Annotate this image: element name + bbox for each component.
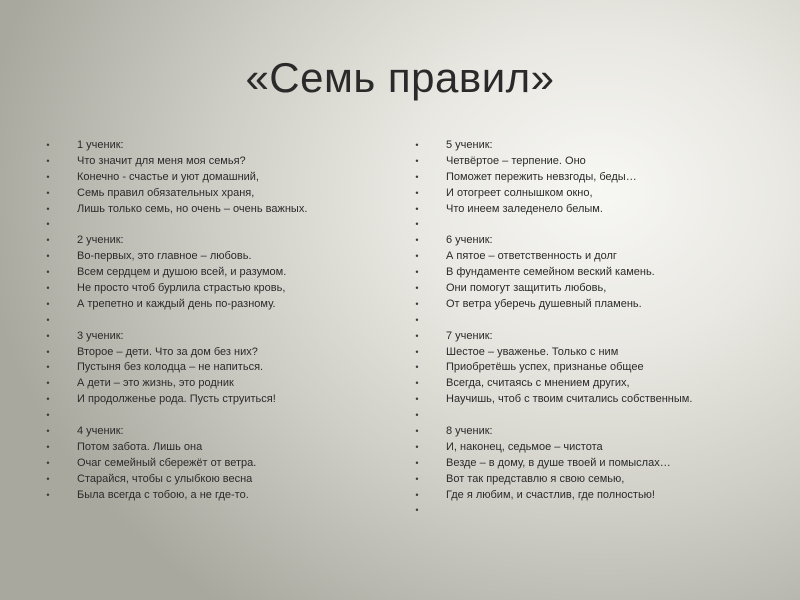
bullet-icon: • xyxy=(415,426,419,437)
left-column-line xyxy=(44,376,384,392)
right-column-line xyxy=(413,313,773,329)
bullet-icon: • xyxy=(415,140,419,150)
right-column-line-text: Всегда, считаясь с мнением других, xyxy=(446,377,630,390)
right-column-line-text: 8 ученик: xyxy=(446,425,493,438)
right-column-line xyxy=(413,488,773,504)
bullet-icon: • xyxy=(46,140,50,150)
bullet-icon: • xyxy=(46,251,50,262)
bullet-icon: • xyxy=(415,346,419,357)
left-column-line xyxy=(44,281,384,297)
right-column-line-text: Что инеем заледенело белым. xyxy=(446,202,603,215)
left-column-line xyxy=(44,186,384,202)
bullet-icon: • xyxy=(46,346,50,357)
right-column-line xyxy=(413,249,773,265)
right-column-line-text: 6 ученик: xyxy=(446,234,493,247)
bullet-icon: • xyxy=(415,187,419,198)
bullet-icon: • xyxy=(46,362,50,373)
right-column-line xyxy=(413,376,773,392)
bullet-icon: • xyxy=(46,410,50,421)
right-column-line xyxy=(413,329,773,345)
left-column-line xyxy=(44,297,384,313)
bullet-icon: • xyxy=(46,298,50,309)
left-column-line-text: Не просто чтоб бурлила страстью кровь, xyxy=(77,282,286,295)
bullet-icon: • xyxy=(415,362,419,373)
left-column-line xyxy=(44,138,384,154)
right-column-line-text: 7 ученик: xyxy=(446,329,493,342)
right-column xyxy=(413,138,773,519)
left-column-line xyxy=(44,488,384,504)
bullet-icon: • xyxy=(415,251,419,262)
bullet-icon: • xyxy=(415,155,419,166)
left-column-line xyxy=(44,329,384,345)
left-column-line-text: 3 ученик: xyxy=(77,329,124,342)
right-column-line-text: Везде – в дому, в душе твоей и помыслах… xyxy=(446,456,671,469)
right-column-line xyxy=(413,217,773,233)
right-column-line xyxy=(413,297,773,313)
right-column-line xyxy=(413,345,773,361)
right-column-line-text: Поможет пережить невзгоды, беды… xyxy=(446,170,637,183)
left-column-line xyxy=(44,154,384,170)
left-column-line xyxy=(44,170,384,186)
bullet-icon: • xyxy=(415,235,419,246)
right-column-line xyxy=(413,503,773,519)
bullet-icon: • xyxy=(415,267,419,278)
bullet-icon: • xyxy=(46,457,50,468)
left-column-line-text: Пустыня без колодца – не напиться. xyxy=(77,361,264,374)
bullet-icon: • xyxy=(46,489,50,500)
bullet-icon: • xyxy=(46,235,50,246)
left-column-line-text: А дети – это жизнь, это родник xyxy=(77,377,234,390)
left-column-line-text: Семь правил обязательных храня, xyxy=(77,186,255,199)
left-column-line-text: Во-первых, это главное – любовь. xyxy=(77,250,252,263)
bullet-icon: • xyxy=(415,378,419,389)
bullet-icon: • xyxy=(415,314,419,325)
bullet-icon: • xyxy=(46,426,50,437)
bullet-icon: • xyxy=(46,267,50,278)
slide-title: «Семь правил» xyxy=(245,54,555,101)
left-column-line-text: Второе – дети. Что за дом без них? xyxy=(77,345,258,358)
left-column-line-text: Очаг семейный сбережёт от ветра. xyxy=(77,456,257,469)
right-column-line-text: Они помогут защитить любовь, xyxy=(446,282,607,295)
bullet-icon: • xyxy=(415,298,419,309)
left-column-line xyxy=(44,392,384,408)
right-column-line xyxy=(413,440,773,456)
right-column-line-text: Шестое – уваженье. Только с ним xyxy=(446,345,619,358)
left-column-line xyxy=(44,265,384,281)
bullet-icon: • xyxy=(415,330,419,341)
left-column-line xyxy=(44,456,384,472)
bullet-icon: • xyxy=(46,473,50,484)
bullet-icon: • xyxy=(46,394,50,405)
right-column-line-text: Вот так представлю я свою семью, xyxy=(446,472,625,485)
bullet-icon: • xyxy=(46,171,50,182)
left-column-line-text: 4 ученик: xyxy=(77,425,124,438)
right-column-line-text: Четвёртое – терпение. Оно xyxy=(446,154,586,167)
bullet-icon: • xyxy=(415,171,419,182)
left-column-line xyxy=(44,424,384,440)
right-column-line xyxy=(413,233,773,249)
left-column-line-text: Старайся, чтобы с улыбкою весна xyxy=(77,472,253,485)
bullet-icon: • xyxy=(415,219,419,230)
right-column-line xyxy=(413,170,773,186)
left-column-line-text: Всем сердцем и душою всей, и разумом. xyxy=(77,266,287,279)
bullet-icon: • xyxy=(46,441,50,452)
left-column-line xyxy=(44,313,384,329)
left-column-line xyxy=(44,472,384,488)
left-column xyxy=(44,138,384,503)
bullet-icon: • xyxy=(46,330,50,341)
right-column-line xyxy=(413,186,773,202)
right-column-line xyxy=(413,392,773,408)
right-column-line xyxy=(413,265,773,281)
bullet-icon: • xyxy=(46,155,50,166)
left-column-line-text: Конечно - счастье и уют домашний, xyxy=(77,170,259,183)
right-column-line xyxy=(413,202,773,218)
left-column-line xyxy=(44,360,384,376)
left-column-line-text: Лишь только семь, но очень – очень важных. xyxy=(77,202,308,215)
right-column-line-text: Научишь, чтоб с твоим считались собственным. xyxy=(446,393,693,406)
bullet-icon: • xyxy=(46,314,50,325)
left-column-line-text: И продолженье рода. Пусть струиться! xyxy=(77,393,276,406)
bullet-icon: • xyxy=(415,489,419,500)
bullet-icon: • xyxy=(415,441,419,452)
left-column-line xyxy=(44,408,384,424)
left-column-line-text: Потом забота. Лишь она xyxy=(77,440,203,453)
bullet-icon: • xyxy=(415,457,419,468)
right-column-line-text: В фундаменте семейном веский камень. xyxy=(446,266,655,279)
left-column-line xyxy=(44,440,384,456)
bullet-icon: • xyxy=(46,378,50,389)
bullet-icon: • xyxy=(46,187,50,198)
bullet-icon: • xyxy=(46,219,50,230)
right-column-line-text: От ветра уберечь душевный пламень. xyxy=(446,297,642,310)
left-column-line-text: 1 ученик: xyxy=(77,139,124,151)
right-column-line-text: И, наконец, седьмое – чистота xyxy=(446,440,603,453)
bullet-icon: • xyxy=(415,410,419,421)
right-column-line xyxy=(413,456,773,472)
right-column-line-text: Где я любим, и счастлив, где полностью! xyxy=(446,488,655,501)
left-column-line xyxy=(44,249,384,265)
bullet-icon: • xyxy=(415,505,419,516)
left-column-line xyxy=(44,202,384,218)
right-column-line-text: А пятое – ответственность и долг xyxy=(446,250,617,263)
bullet-icon: • xyxy=(46,283,50,294)
right-column-line xyxy=(413,154,773,170)
right-column-line-text: 5 ученик: xyxy=(446,139,493,151)
left-column-line xyxy=(44,217,384,233)
right-column-line xyxy=(413,472,773,488)
right-column-line xyxy=(413,281,773,297)
bullet-icon: • xyxy=(415,473,419,484)
right-column-line xyxy=(413,408,773,424)
right-column-line xyxy=(413,424,773,440)
left-column-line xyxy=(44,345,384,361)
bullet-icon: • xyxy=(415,203,419,214)
right-column-line-text: И отогреет солнышком окно, xyxy=(446,186,593,199)
left-column-line-text: Была всегда с тобою, а не где-то. xyxy=(77,488,249,501)
bullet-icon: • xyxy=(46,203,50,214)
left-column-line xyxy=(44,233,384,249)
left-column-line-text: 2 ученик: xyxy=(77,234,124,247)
bullet-icon: • xyxy=(415,394,419,405)
left-column-line-text: Что значит для меня моя семья? xyxy=(77,154,246,167)
bullet-icon: • xyxy=(415,283,419,294)
right-column-line-text: Приобретёшь успех, признанье общее xyxy=(446,361,644,374)
right-column-line xyxy=(413,360,773,376)
left-column-line-text: А трепетно и каждый день по-разному. xyxy=(77,297,276,310)
right-column-line xyxy=(413,138,773,154)
